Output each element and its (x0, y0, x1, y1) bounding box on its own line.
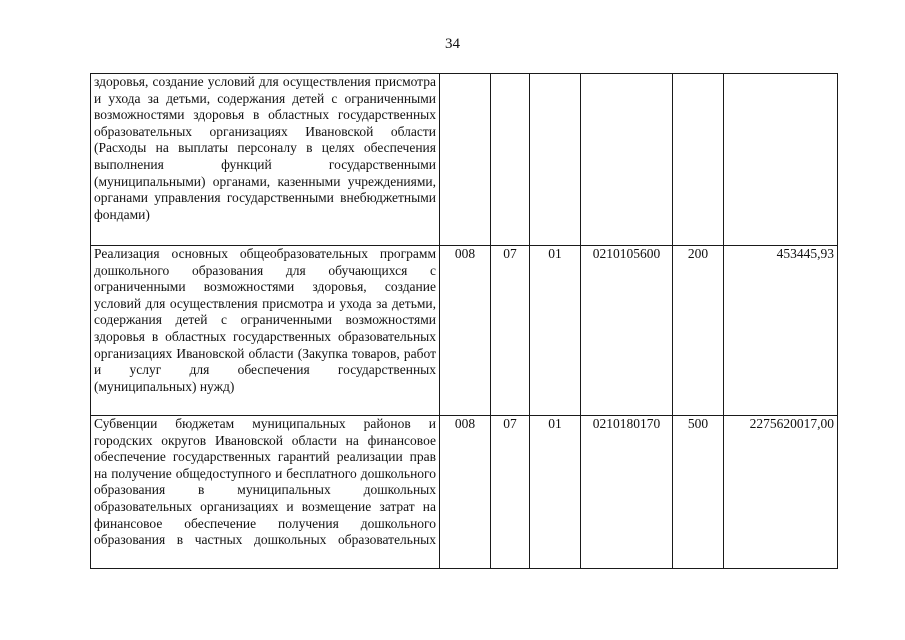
grbs-code (440, 74, 491, 246)
table-row (91, 74, 838, 246)
target-article-code (581, 74, 673, 246)
amount: 2275620017,00 (724, 416, 838, 569)
section-code: 07 (491, 416, 530, 569)
row-description: здоровья, создание условий для осуществления присмотра и ухода за детьми, содержания детей с ограниченными возможностями здоровья в областных государственных образовательных организациях Ивановской области (Расходы на выплаты персоналу в целях обеспечения выполнения функций государственными (муниципальными) органами, казенными учреждениями, органами управления государственными внебюджетными фондами) (91, 74, 440, 246)
subsection-code: 01 (530, 246, 581, 416)
row-description: Реализация основных общеобразовательных программ дошкольного образования для обучающихся с ограниченными возможностями здоровья, создание условий для осуществления присмотра и ухода за детьми, содержания детей с ограниченными возможностями здоровья в областных государственных образовательных организациях Ивановской области (Закупка товаров, работ и услуг для обеспечения государственных (муниципальных) нужд) (91, 246, 440, 416)
table-row (91, 246, 838, 416)
target-article-code: 0210180170 (581, 416, 673, 569)
target-article-code: 0210105600 (581, 246, 673, 416)
grbs-code: 008 (440, 246, 491, 416)
row-description: Субвенции бюджетам муниципальных районов и городских округов Ивановской области на финансовое обеспечение государственных гарантий реализации прав на получение общедоступного и бесплатного дошкольного образования в муниципальных дошкольных образовательных организациях и возмещение затрат на финансовое обеспечение получения дошкольного образования в частных дошкольных образовательных (91, 416, 440, 569)
section-code: 07 (491, 246, 530, 416)
subsection-code (530, 74, 581, 246)
expense-type-code: 200 (673, 246, 724, 416)
budget-table (90, 73, 838, 569)
amount: 453445,93 (724, 246, 838, 416)
expense-type-code (673, 74, 724, 246)
page-number: 34 (445, 36, 460, 52)
amount (724, 74, 838, 246)
section-code (491, 74, 530, 246)
grbs-code: 008 (440, 416, 491, 569)
subsection-code: 01 (530, 416, 581, 569)
expense-type-code: 500 (673, 416, 724, 569)
table-row (91, 416, 838, 569)
